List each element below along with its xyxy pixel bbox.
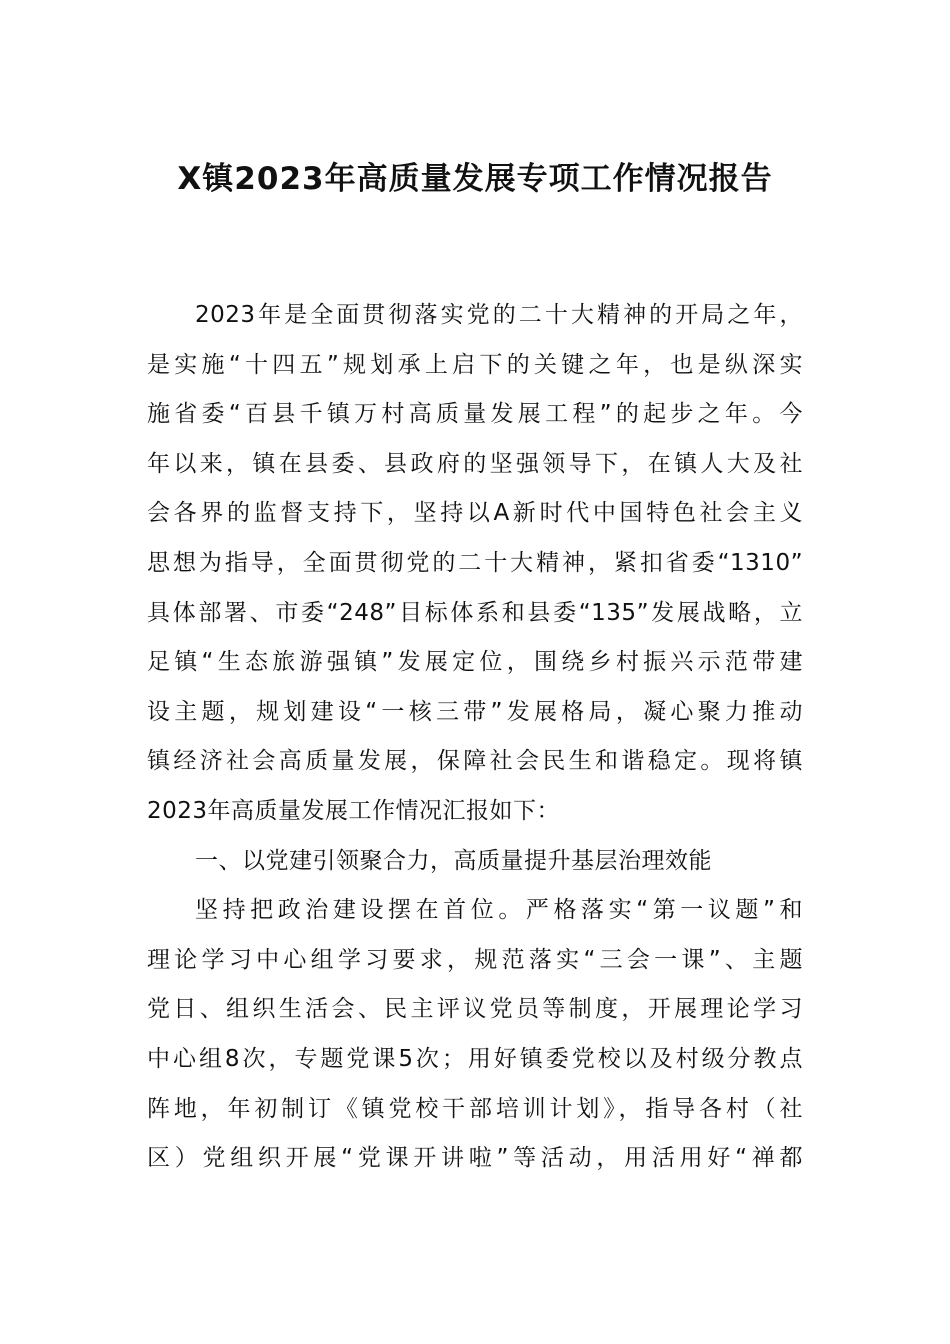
document-title: X镇2023年高质量发展专项工作情况报告: [177, 161, 773, 197]
paragraph-line: 镇经济社会高质量发展，保障社会民生和谐稳定。现将镇: [147, 748, 803, 775]
paragraph-line: 具体部署、市委“248”目标体系和县委“135”发展战略，立: [147, 599, 803, 626]
paragraph-line: 区）党组织开展“党课开讲啦”等活动，用活用好“禅都: [147, 1145, 803, 1172]
paragraph-line: 思想为指导，全面贯彻党的二十大精神，紧扣省委“1310”: [147, 549, 803, 576]
paragraph-line: 阵地，年初制订《镇党校干部培训计划》，指导各村（社: [147, 1095, 803, 1122]
section-heading: 一、以党建引领聚合力，高质量提升基层治理效能: [195, 847, 712, 874]
paragraph-line: 党日、组织生活会、民主评议党员等制度，开展理论学习: [147, 996, 803, 1023]
paragraph-line: 2023年高质量发展工作情况汇报如下：: [147, 797, 561, 824]
paragraph-line: 施省委“百县千镇万村高质量发展工程”的起步之年。今: [147, 401, 803, 428]
paragraph-line: 理论学习中心组学习要求，规范落实“三会一课”、主题: [147, 946, 803, 973]
document-body: [147, 291, 803, 1184]
paragraph-line: 设主题，规划建设“一核三带”发展格局，凝心聚力推动: [147, 698, 803, 725]
paragraph-line: 会各界的监督支持下，坚持以A新时代中国特色社会主义: [147, 500, 803, 527]
paragraph-line: 是实施“十四五”规划承上启下的关键之年，也是纵深实: [147, 351, 803, 378]
paragraph-line: 足镇“生态旅游强镇”发展定位，围绕乡村振兴示范带建: [147, 649, 803, 676]
paragraph-line: 年以来，镇在县委、县政府的坚强领导下，在镇人大及社: [147, 450, 803, 477]
paragraph-line: 2023年是全面贯彻落实党的二十大精神的开局之年，: [195, 302, 803, 328]
paragraph-line: 坚持把政治建设摆在首位。严格落实“第一议题”和: [195, 897, 803, 924]
paragraph-line: 中心组8次，专题党课5次；用好镇委党校以及村级分教点: [147, 1045, 803, 1072]
